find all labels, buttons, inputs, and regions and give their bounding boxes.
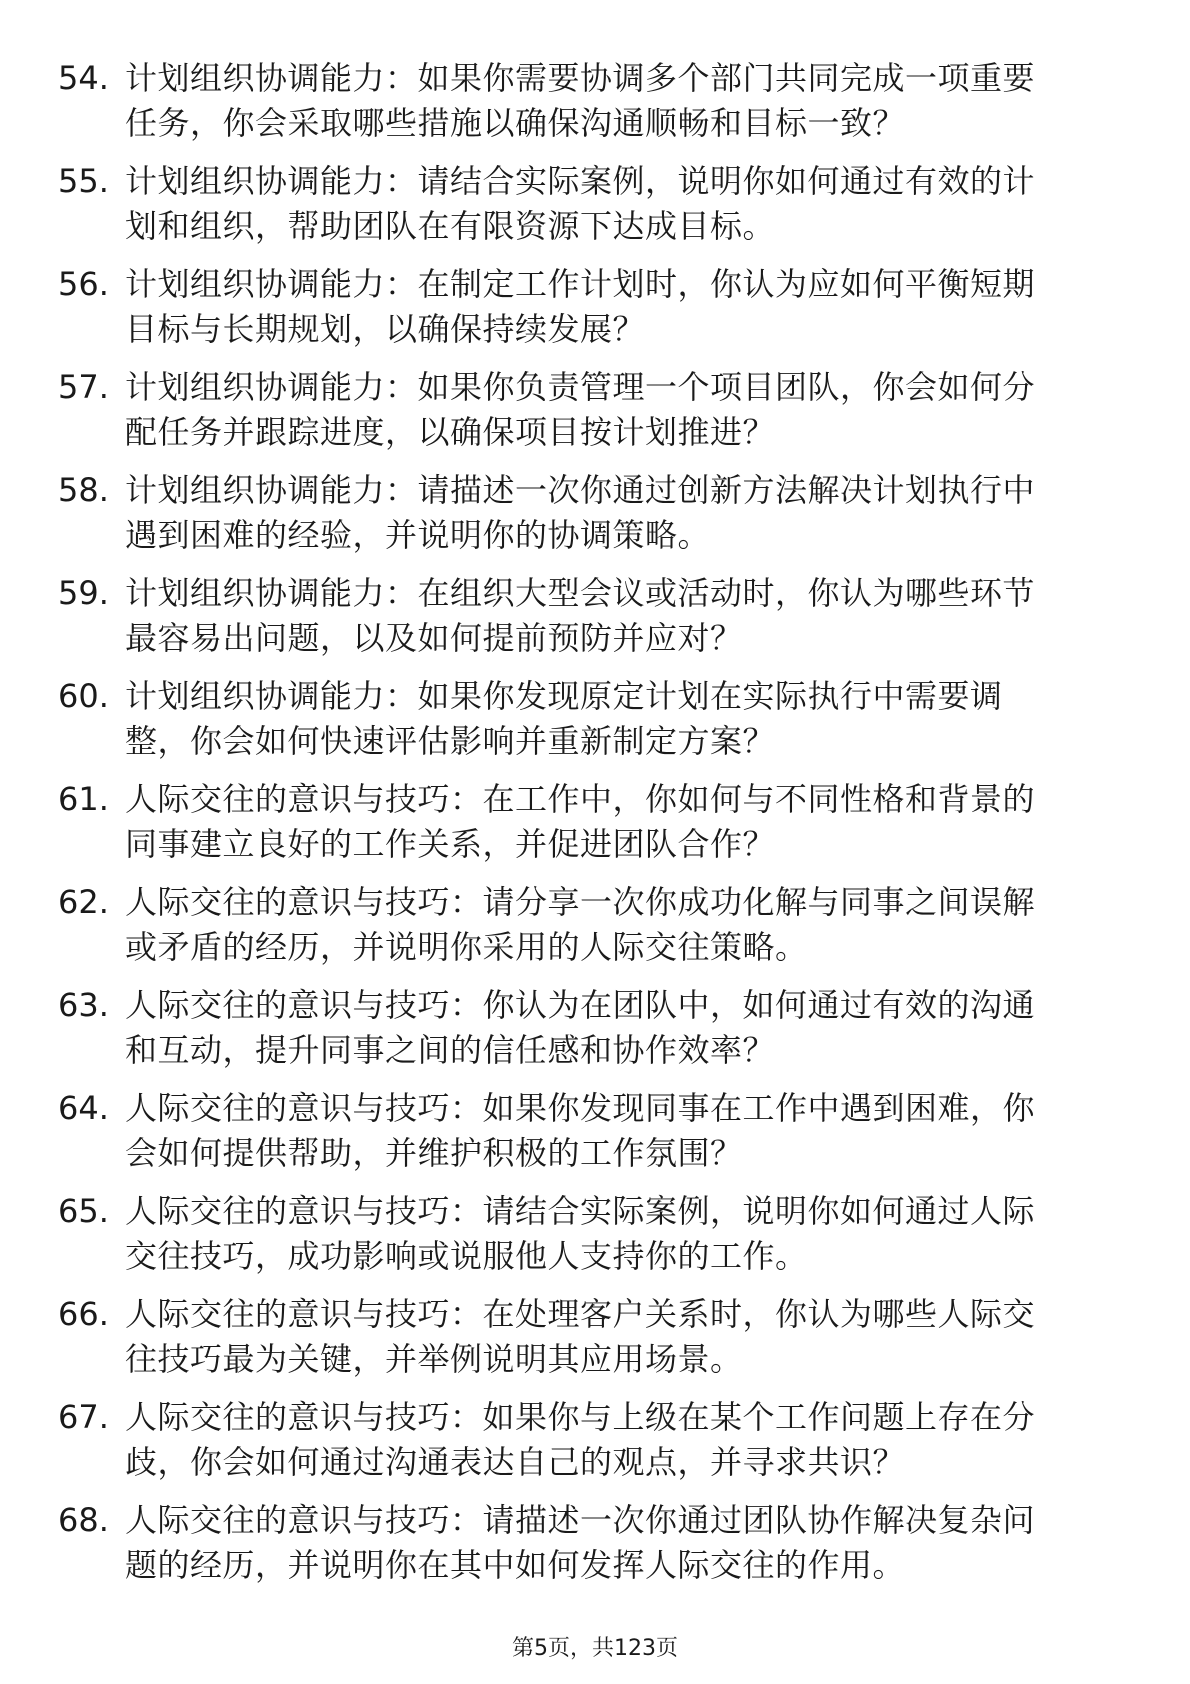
question-text-line-1: 计划组织协调能力：请结合实际案例，说明你如何通过有效的计 [125, 162, 1036, 200]
question-number: 59. [58, 574, 109, 612]
question-item [58, 1494, 1118, 1597]
question-text-line-1: 人际交往的意识与技巧：在工作中，你如何与不同性格和背景的 [125, 780, 1036, 818]
question-list [58, 52, 1118, 1597]
question-text-line-2: 同事建立良好的工作关系，并促进团队合作？ [125, 825, 776, 863]
question-text-line-2: 交往技巧，成功影响或说服他人支持你的工作。 [125, 1237, 808, 1275]
question-text-line-2: 歧，你会如何通过沟通表达自己的观点，并寻求共识？ [125, 1443, 906, 1481]
question-text-line-2: 和互动，提升同事之间的信任感和协作效率？ [125, 1031, 776, 1069]
question-text-line-1: 人际交往的意识与技巧：请描述一次你通过团队协作解决复杂问 [125, 1501, 1036, 1539]
question-item [58, 1082, 1118, 1185]
question-number: 65. [58, 1192, 109, 1230]
question-item [58, 1391, 1118, 1494]
question-item [58, 567, 1118, 670]
question-item [58, 361, 1118, 464]
question-text-line-2: 题的经历，并说明你在其中如何发挥人际交往的作用。 [125, 1546, 906, 1584]
question-text-line-2: 划和组织，帮助团队在有限资源下达成目标。 [125, 207, 776, 245]
question-text-line-2: 整，你会如何快速评估影响并重新制定方案？ [125, 722, 776, 760]
question-text-line-1: 计划组织协调能力：如果你需要协调多个部门共同完成一项重要 [125, 59, 1036, 97]
question-item [58, 773, 1118, 876]
question-text-line-2: 任务，你会采取哪些措施以确保沟通顺畅和目标一致？ [125, 104, 906, 142]
question-number: 62. [58, 883, 109, 921]
question-text-line-1: 人际交往的意识与技巧：如果你与上级在某个工作问题上存在分 [125, 1398, 1036, 1436]
question-number: 61. [58, 780, 109, 818]
page-footer [0, 1634, 1190, 1664]
question-text-line-1: 人际交往的意识与技巧：如果你发现同事在工作中遇到困难，你 [125, 1089, 1036, 1127]
question-text-line-2: 最容易出问题，以及如何提前预防并应对？ [125, 619, 743, 657]
question-number: 66. [58, 1295, 109, 1333]
question-number: 54. [58, 59, 109, 97]
question-text-line-1: 人际交往的意识与技巧：请分享一次你成功化解与同事之间误解 [125, 883, 1036, 921]
question-number: 64. [58, 1089, 109, 1127]
question-number: 58. [58, 471, 109, 509]
question-text-line-1: 计划组织协调能力：如果你负责管理一个项目团队，你会如何分 [125, 368, 1036, 406]
question-item [58, 979, 1118, 1082]
question-number: 55. [58, 162, 109, 200]
question-text-line-2: 配任务并跟踪进度，以确保项目按计划推进？ [125, 413, 776, 451]
question-text-line-1: 计划组织协调能力：如果你发现原定计划在实际执行中需要调 [125, 677, 1003, 715]
question-text-line-1: 计划组织协调能力：请描述一次你通过创新方法解决计划执行中 [125, 471, 1036, 509]
question-item [58, 464, 1118, 567]
question-number: 63. [58, 986, 109, 1024]
question-text-line-2: 或矛盾的经历，并说明你采用的人际交往策略。 [125, 928, 808, 966]
question-text-line-2: 往技巧最为关键，并举例说明其应用场景。 [125, 1340, 743, 1378]
question-number: 57. [58, 368, 109, 406]
question-number: 56. [58, 265, 109, 303]
question-text-line-1: 计划组织协调能力：在制定工作计划时，你认为应如何平衡短期 [125, 265, 1036, 303]
page-number-label: 第5页，共123页 [512, 1636, 678, 1661]
question-text-line-2: 目标与长期规划，以确保持续发展？ [125, 310, 646, 348]
question-item [58, 1288, 1118, 1391]
question-text-line-2: 遇到困难的经验，并说明你的协调策略。 [125, 516, 711, 554]
question-item [58, 876, 1118, 979]
question-text-line-1: 人际交往的意识与技巧：请结合实际案例，说明你如何通过人际 [125, 1192, 1036, 1230]
question-text-line-1: 人际交往的意识与技巧：你认为在团队中，如何通过有效的沟通 [125, 986, 1036, 1024]
question-item [58, 155, 1118, 258]
question-item [58, 52, 1118, 155]
question-text-line-1: 计划组织协调能力：在组织大型会议或活动时，你认为哪些环节 [125, 574, 1036, 612]
question-text-line-2: 会如何提供帮助，并维护积极的工作氛围？ [125, 1134, 743, 1172]
question-number: 67. [58, 1398, 109, 1436]
question-text-line-1: 人际交往的意识与技巧：在处理客户关系时，你认为哪些人际交 [125, 1295, 1036, 1333]
question-item [58, 670, 1118, 773]
question-number: 60. [58, 677, 109, 715]
question-item [58, 258, 1118, 361]
question-number: 68. [58, 1501, 109, 1539]
question-item [58, 1185, 1118, 1288]
